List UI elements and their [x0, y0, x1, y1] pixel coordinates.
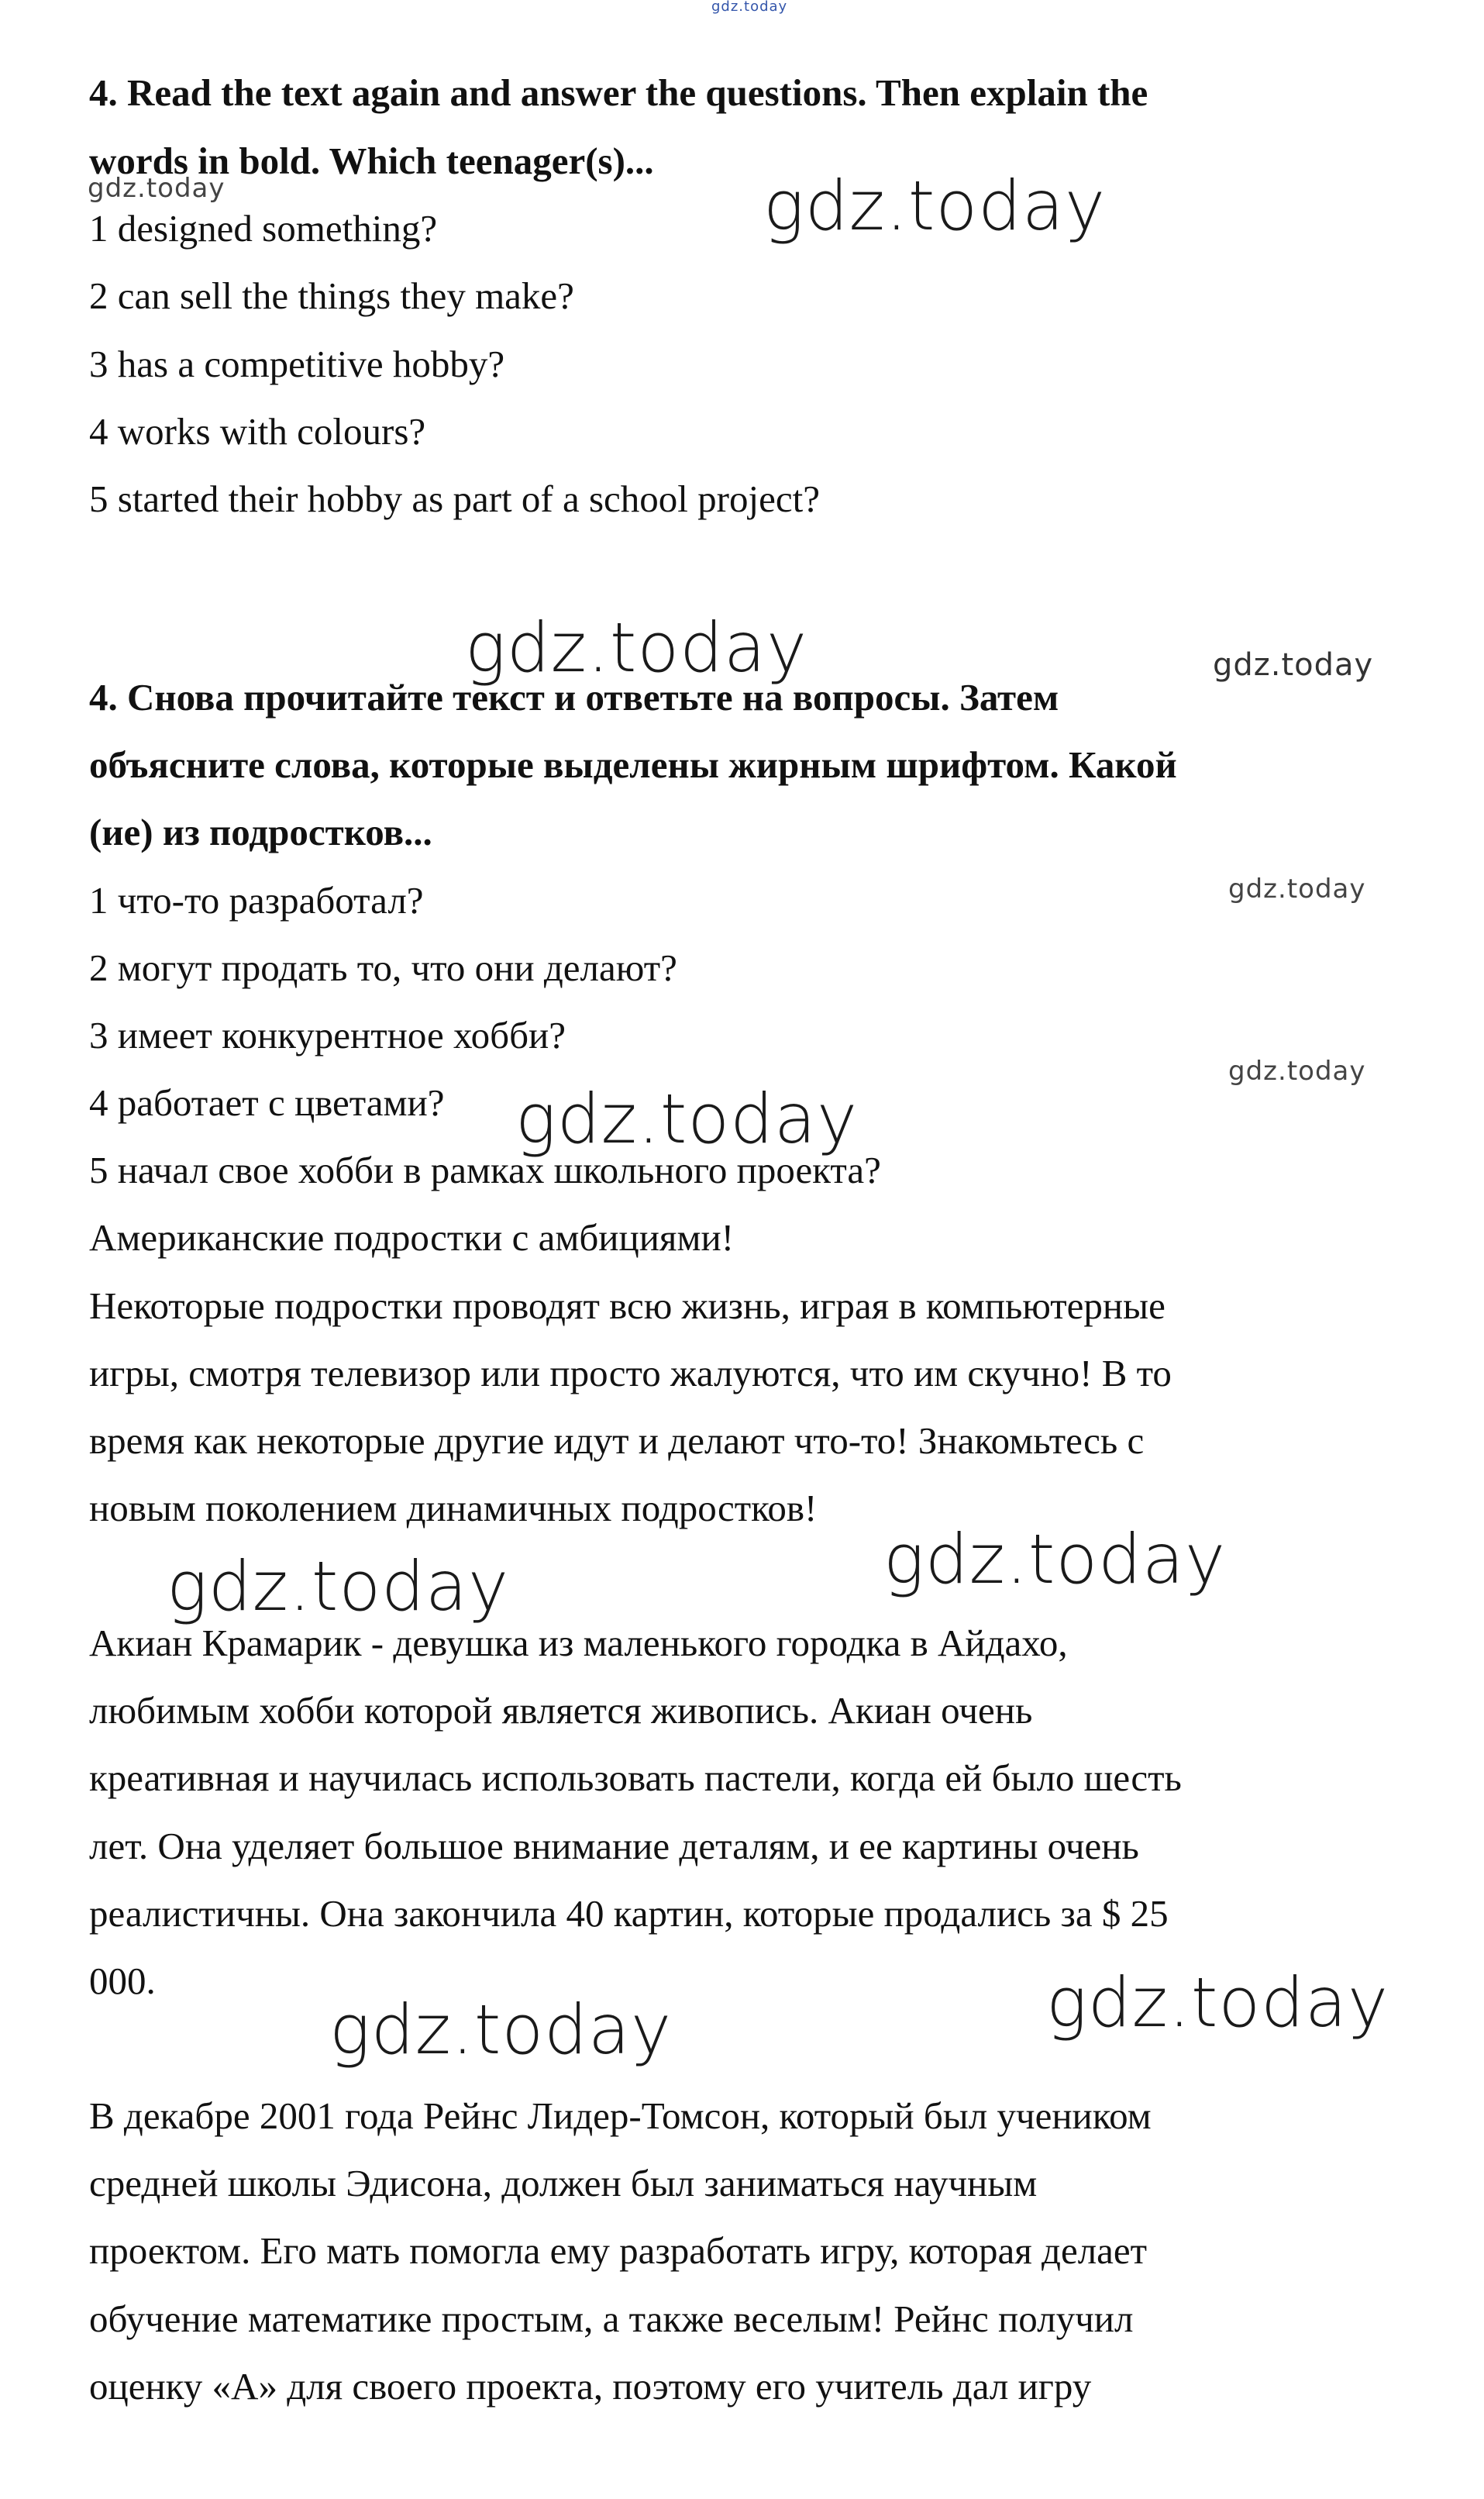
- russian-question: 2 могут продать то, что они делают?: [89, 946, 677, 989]
- russian-question: 3 имеет конкурентное хобби?: [89, 1014, 566, 1056]
- watermark-large: gdz.today: [167, 1546, 510, 1626]
- akiane-paragraph-line: лет. Она уделяет большое внимание деталям, и ее картины очень: [89, 1825, 1139, 1867]
- watermark-large: gdz.today: [1046, 1963, 1389, 2042]
- intro-line: время как некоторые другие идут и делают что-то! Знакомьтесь с: [89, 1419, 1145, 1462]
- russian-heading-line: объясните слова, которые выделены жирным шрифтом. Какой: [89, 743, 1177, 786]
- akiane-paragraph-line: любимым хобби которой является живопись. Акиан очень: [89, 1689, 1033, 1732]
- watermark-top: gdz.today: [711, 0, 788, 15]
- reyns-paragraph-line: средней школы Эдисона, должен был заниматься научным: [89, 2162, 1038, 2204]
- russian-heading-line: 4. Снова прочитайте текст и ответьте на вопросы. Затем: [89, 676, 1059, 719]
- english-question: 2 can sell the things they make?: [89, 274, 574, 317]
- english-question: 3 has a competitive hobby?: [89, 343, 505, 385]
- watermark-large: gdz.today: [883, 1519, 1227, 1599]
- intro-line: новым поколением динамичных подростков!: [89, 1487, 818, 1529]
- akiane-paragraph-line: Акиан Крамарик - девушка из маленького городка в Айдахо,: [89, 1622, 1068, 1664]
- english-heading-line: words in bold. Which teenager(s)...: [89, 140, 654, 182]
- russian-question: 5 начал свое хобби в рамках школьного проекта?: [89, 1149, 881, 1191]
- reyns-paragraph-line: В декабре 2001 года Рейнс Лидер-Томсон, который был учеником: [89, 2094, 1152, 2137]
- watermark-large: gdz.today: [465, 608, 808, 688]
- watermark-large: gdz.today: [329, 1990, 673, 2070]
- reyns-paragraph-line: оценку «А» для своего проекта, поэтому его учитель дал игру: [89, 2365, 1092, 2408]
- english-question: 4 works with colours?: [89, 410, 426, 453]
- watermark-large: gdz.today: [763, 166, 1107, 246]
- akiane-paragraph-line: креативная и научилась использовать пастели, когда ей было шесть: [89, 1756, 1182, 1799]
- english-heading-line: 4. Read the text again and answer the questions. Then explain the: [89, 71, 1148, 114]
- english-question: 1 designed something?: [89, 207, 438, 250]
- article-title: Американские подростки с амбициями!: [89, 1216, 735, 1259]
- intro-line: игры, смотря телевизор или просто жалуются, что им скучно! В то: [89, 1352, 1172, 1394]
- watermark-small: gdz.today: [88, 173, 226, 204]
- watermark-small: gdz.today: [1213, 647, 1374, 683]
- watermark-small: gdz.today: [1228, 1056, 1366, 1087]
- watermark-large: gdz.today: [515, 1079, 859, 1159]
- english-question: 5 started their hobby as part of a school project?: [89, 477, 820, 520]
- russian-heading-line: (ие) из подростков...: [89, 811, 432, 853]
- akiane-paragraph-line: 000.: [89, 1960, 156, 2002]
- intro-line: Некоторые подростки проводят всю жизнь, играя в компьютерные: [89, 1284, 1166, 1327]
- russian-question: 1 что-то разработал?: [89, 879, 424, 922]
- reyns-paragraph-line: обучение математике простым, а также веселым! Рейнс получил: [89, 2297, 1134, 2340]
- reyns-paragraph-line: проектом. Его мать помогла ему разработать игру, которая делает: [89, 2229, 1148, 2272]
- russian-question: 4 работает с цветами?: [89, 1081, 445, 1124]
- watermark-small: gdz.today: [1228, 874, 1366, 905]
- akiane-paragraph-line: реалистичны. Она закончила 40 картин, которые продались за $ 25: [89, 1892, 1169, 1935]
